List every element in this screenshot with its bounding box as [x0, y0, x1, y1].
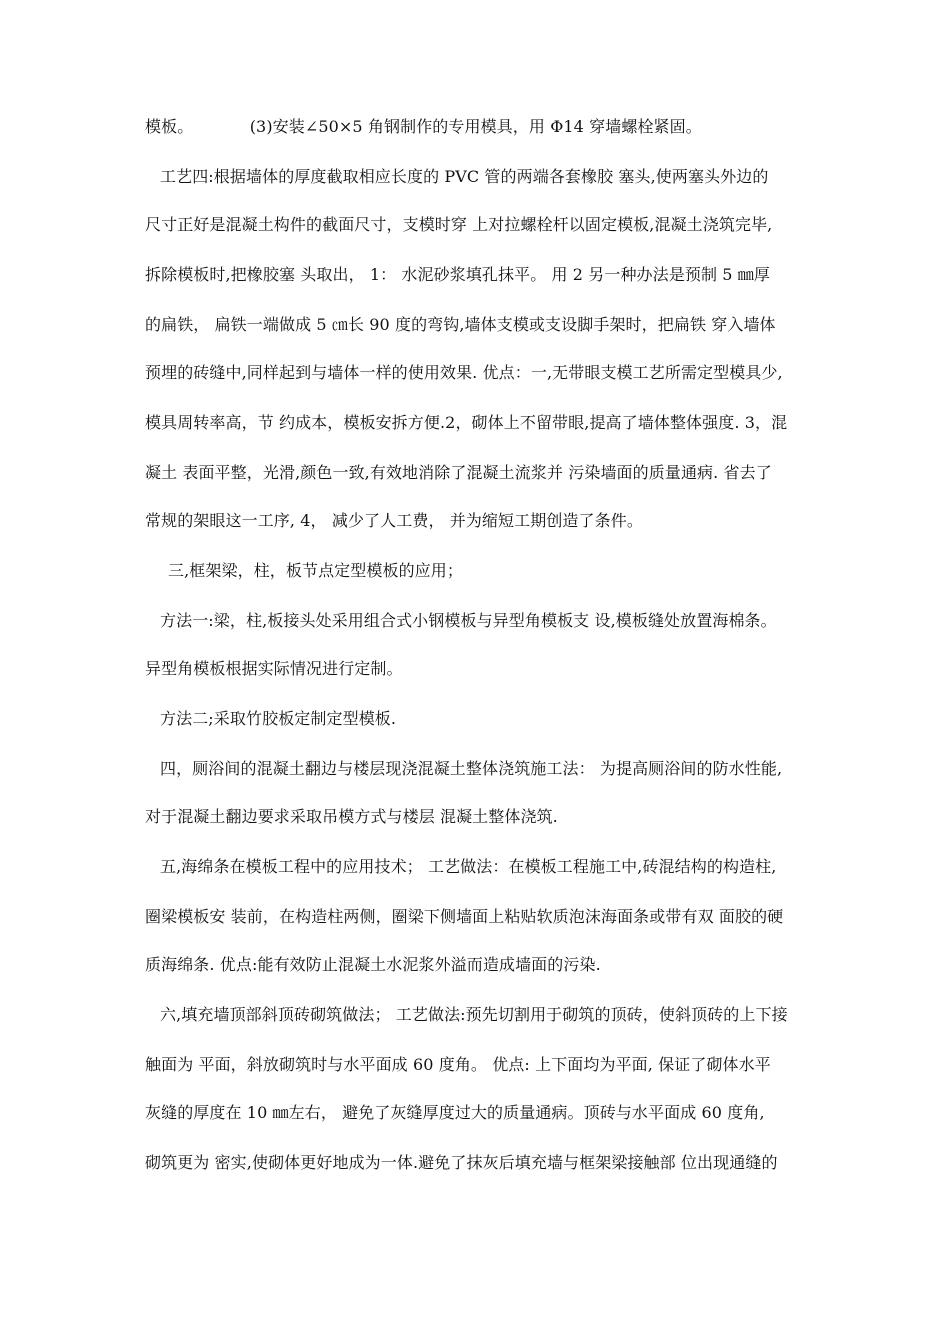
section-heading: 三,框架梁，柱，板节点定型模板的应用；	[168, 561, 463, 580]
text-line: 方法二;采取竹胶板定制定型模板.	[160, 709, 397, 728]
text-line: 质海绵条. 优点:能有效防止混凝土水泥浆外溢而造成墙面的污染.	[145, 955, 601, 974]
text-line: 对于混凝土翻边要求采取吊模方式与楼层 混凝土整体浇筑.	[145, 807, 558, 826]
text-line: 尺寸正好是混凝土构件的截面尺寸，支模时穿 上对拉螺栓杆以固定模板,混凝土浇筑完毕,	[145, 215, 773, 234]
text-line: 砌筑更为 密实,使砌体更好地成为一体.避免了抹灰后填充墙与框架梁接触部 位出现通缝的	[145, 1153, 778, 1172]
section-heading: 四，厕浴间的混凝土翻边与楼层现浇混凝土整体浇筑施工法： 为提高厕浴间的防水性能,	[160, 759, 783, 778]
text-line: 圈梁模板安 装前，在构造柱两侧，圈梁下侧墙面上粘贴软质泡沫海面条或带有双 面胶的硬	[145, 907, 784, 926]
text-line: 模板。 (3)安装∠50×5 角钢制作的专用模具，用 Φ14 穿墙螺栓紧固。	[145, 117, 702, 136]
text-line: 方法一:梁，柱,板接头处采用组合式小钢模板与异型角模板支 设,模板缝处放置海棉条。	[160, 611, 777, 630]
section-heading: 六,填充墙顶部斜顶砖砌筑做法； 工艺做法:预先切割用于砌筑的顶砖，使斜顶砖的上下接	[160, 1005, 788, 1024]
text-line: 模具周转率高，节 约成本，模板安拆方便.2，砌体上不留带眼,提高了墙体整体强度. 3，混	[145, 413, 788, 432]
section-heading: 五,海绵条在模板工程中的应用技术； 工艺做法：在模板工程施工中,砖混结构的构造柱,	[160, 857, 777, 876]
text-line: 预埋的砖缝中,同样起到与墙体一样的使用效果. 优点：一,无带眼支模工艺所需定型模具少,	[145, 363, 783, 382]
text-line: 灰缝的厚度在 10 ㎜左右， 避免了灰缝厚度过大的质量通病。顶砖与水平面成 60 度角,	[145, 1103, 765, 1122]
text-line: 常规的架眼这一工序, 4， 减少了人工费， 并为缩短工期创造了条件。	[145, 511, 643, 530]
text-line: 凝土 表面平整，光滑,颜色一致,有效地消除了混凝土流浆并 污染墙面的质量通病. 省去了	[145, 463, 772, 482]
text-line: 触面为 平面，斜放砌筑时与水平面成 60 度角。 优点: 上下面均为平面, 保证了砌体水平	[145, 1055, 771, 1074]
text-line: 拆除模板时,把橡胶塞 头取出， 1： 水泥砂浆填孔抹平。 用 2 另一种办法是预制 5 ㎜厚	[145, 265, 770, 284]
text-line: 工艺四:根据墙体的厚度截取相应长度的 PVC 管的两端各套橡胶 塞头,使两塞头外边的	[160, 167, 769, 186]
text-line: 异型角模板根据实际情况进行定制。	[145, 659, 403, 678]
text-line: 的扁铁， 扁铁一端做成 5 ㎝长 90 度的弯钩,墙体支模或支设脚手架时，把扁铁 穿入墙体	[145, 315, 776, 334]
